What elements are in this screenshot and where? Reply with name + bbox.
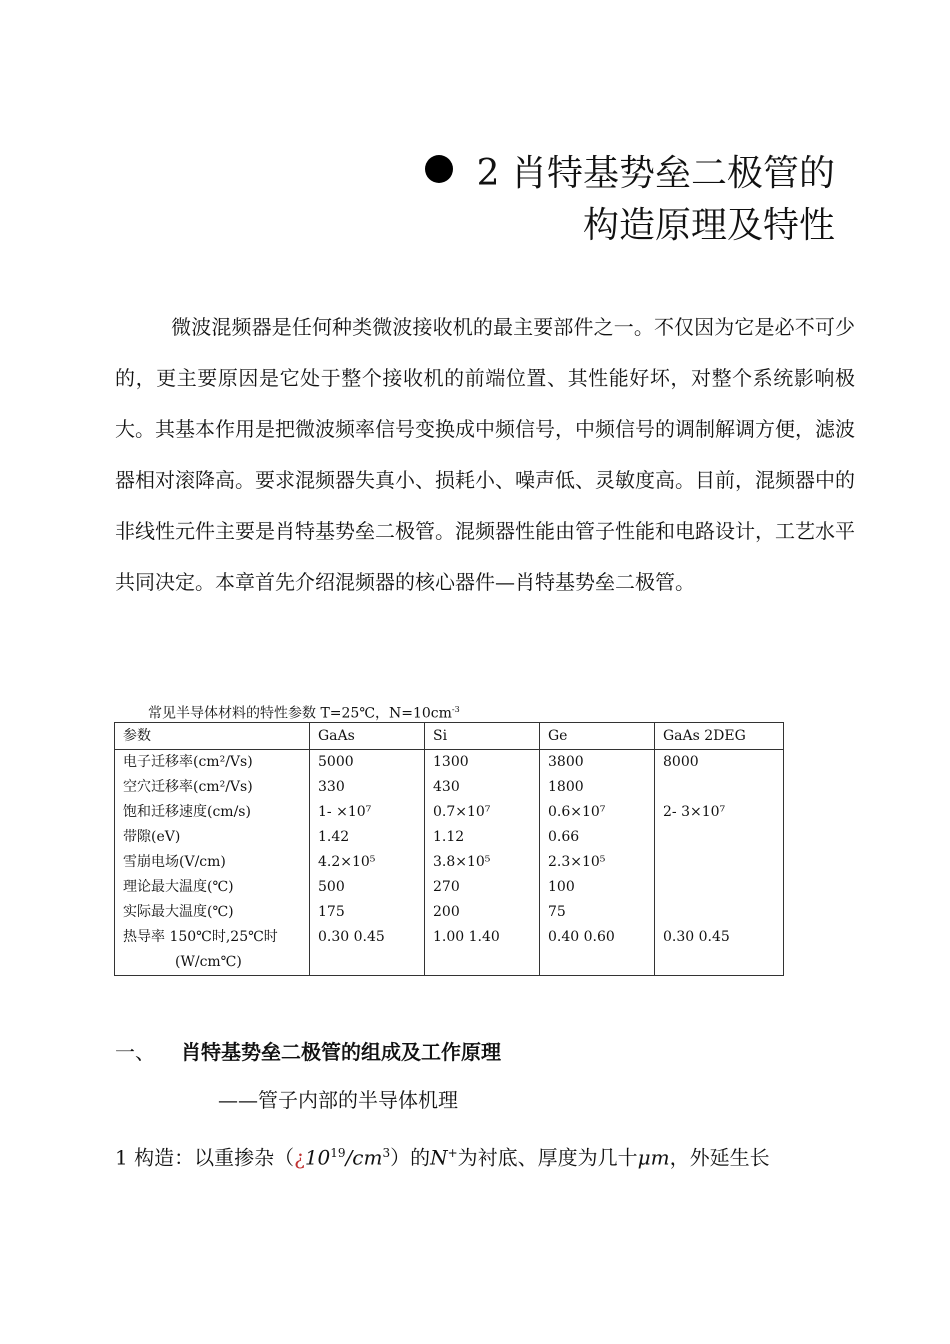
- micro-unit: μm: [637, 1145, 670, 1170]
- table-cell: (W/cm℃): [175, 954, 242, 970]
- section-heading: [115, 1036, 501, 1068]
- construction-tail1: 为衬底、厚度为几十: [457, 1145, 638, 1170]
- table-cell: 0.66: [548, 829, 580, 845]
- table-cell: 8000: [663, 754, 699, 770]
- table-cell: 100: [548, 879, 575, 895]
- doping-unit-exp: 3: [382, 1146, 391, 1160]
- table-cell: 75: [548, 904, 566, 920]
- table-cell: 0.30 0.45: [663, 929, 730, 945]
- table-caption-exponent: -3: [451, 705, 460, 714]
- table-cell: 500: [318, 879, 345, 895]
- table-cell: 电子迁移率(cm²/Vs): [123, 754, 253, 770]
- table-cell: 理论最大温度(℃): [123, 879, 234, 895]
- intro-paragraph: [115, 302, 855, 608]
- table-header-row: [115, 723, 784, 750]
- table-cell: 0.40 0.60: [548, 929, 615, 945]
- semiconductor-properties-table: [114, 722, 784, 976]
- intro-paragraph-text: 微波混频器是任何种类微波接收机的最主要部件之一。不仅因为它是必不可少的，更主要原因是它处于整个接收机的前端位置、其性能好坏，对整个系统影响极大。其基本作用是把微波频率信号变换成中频信号，中频信号的调制解调方便，滤波器相对滚降高。要求混频器失真小、损耗小、噪声低、灵敏度高。目前，混频器中的非线性元件主要是肖特基势垒二极管。混频器性能由管子性能和电路设计，工艺水平共同决定。本章首先介绍混频器的核心器件—肖特基势垒二极管。: [115, 315, 855, 594]
- chapter-title-text1: 2 肖特基势垒二极管的: [476, 153, 835, 194]
- header-gaas-2deg: GaAs 2DEG: [655, 723, 784, 750]
- table-cell: 雪崩电场(V/cm): [123, 854, 226, 870]
- construction-line: [115, 1136, 770, 1175]
- table-caption: [148, 700, 460, 724]
- section-number: 一、: [115, 1040, 155, 1064]
- header-ge: Ge: [540, 723, 655, 750]
- column-gaas: [310, 750, 425, 976]
- table-cell: 1.42: [318, 829, 350, 845]
- construction-tail2: ，外延生长: [669, 1145, 770, 1170]
- table-cell: 0.30 0.45: [318, 929, 385, 945]
- section-subheading: ——管子内部的半导体机理: [218, 1088, 458, 1112]
- doping-unit-base: /cm: [345, 1145, 383, 1170]
- table-cell: 3.8×10⁵: [433, 854, 491, 870]
- table-cell: [663, 775, 775, 800]
- table-cell: 0.7×10⁷: [433, 804, 491, 820]
- column-ge: [540, 750, 655, 976]
- table-cell: 5000: [318, 754, 354, 770]
- table-body: [115, 750, 784, 976]
- table-cell: 空穴迁移率(cm²/Vs): [123, 779, 253, 795]
- table-cell: [663, 850, 775, 875]
- table-cell: 3800: [548, 754, 584, 770]
- bullet-icon: [425, 155, 453, 183]
- table-cell: 200: [433, 904, 460, 920]
- n-plus-sup: +: [447, 1146, 458, 1160]
- doping-power-exp: 19: [330, 1146, 346, 1160]
- column-gaas-2deg: [655, 750, 784, 976]
- table-cell: 175: [318, 904, 345, 920]
- n-symbol: N: [430, 1145, 448, 1170]
- chapter-title: [235, 148, 835, 252]
- construction-mid: ）的: [390, 1145, 431, 1170]
- header-si: Si: [425, 723, 540, 750]
- table-cell: 270: [433, 879, 460, 895]
- table-cell: 430: [433, 779, 460, 795]
- section-heading-text: 肖特基势垒二极管的组成及工作原理: [181, 1040, 501, 1064]
- table-cell: 330: [318, 779, 345, 795]
- header-gaas: GaAs: [310, 723, 425, 750]
- table-cell: 实际最大温度(℃): [123, 904, 234, 920]
- construction-glyph: ¿: [294, 1145, 305, 1170]
- table-cell: [663, 875, 775, 900]
- table-cell: 0.6×10⁷: [548, 804, 606, 820]
- table-cell: 热导率 150℃时,25℃时: [123, 929, 278, 945]
- table-cell: 1.00 1.40: [433, 929, 500, 945]
- table-cell: [663, 900, 775, 925]
- construction-lead: 1 构造：以重掺杂（: [115, 1145, 295, 1170]
- table-cell: 1- ×10⁷: [318, 804, 372, 820]
- table-cell: 4.2×10⁵: [318, 854, 376, 870]
- table-cell: 1300: [433, 754, 469, 770]
- table-cell: 带隙(eV): [123, 829, 181, 845]
- doping-power-base: 10: [304, 1145, 331, 1170]
- table-cell: 1800: [548, 779, 584, 795]
- chapter-title-line1: [235, 148, 835, 200]
- table-cell: [663, 825, 775, 850]
- column-si: [425, 750, 540, 976]
- header-param: 参数: [115, 723, 310, 750]
- column-param: [115, 750, 310, 976]
- table-cell: 饱和迁移速度(cm/s): [123, 804, 251, 820]
- chapter-title-line2: 构造原理及特性: [582, 205, 835, 246]
- table-caption-text: 常见半导体材料的特性参数 T=25℃，N=10cm: [148, 705, 452, 722]
- table-cell: 1.12: [433, 829, 465, 845]
- table-cell: 2.3×10⁵: [548, 854, 606, 870]
- table-cell: 2- 3×10⁷: [663, 804, 726, 820]
